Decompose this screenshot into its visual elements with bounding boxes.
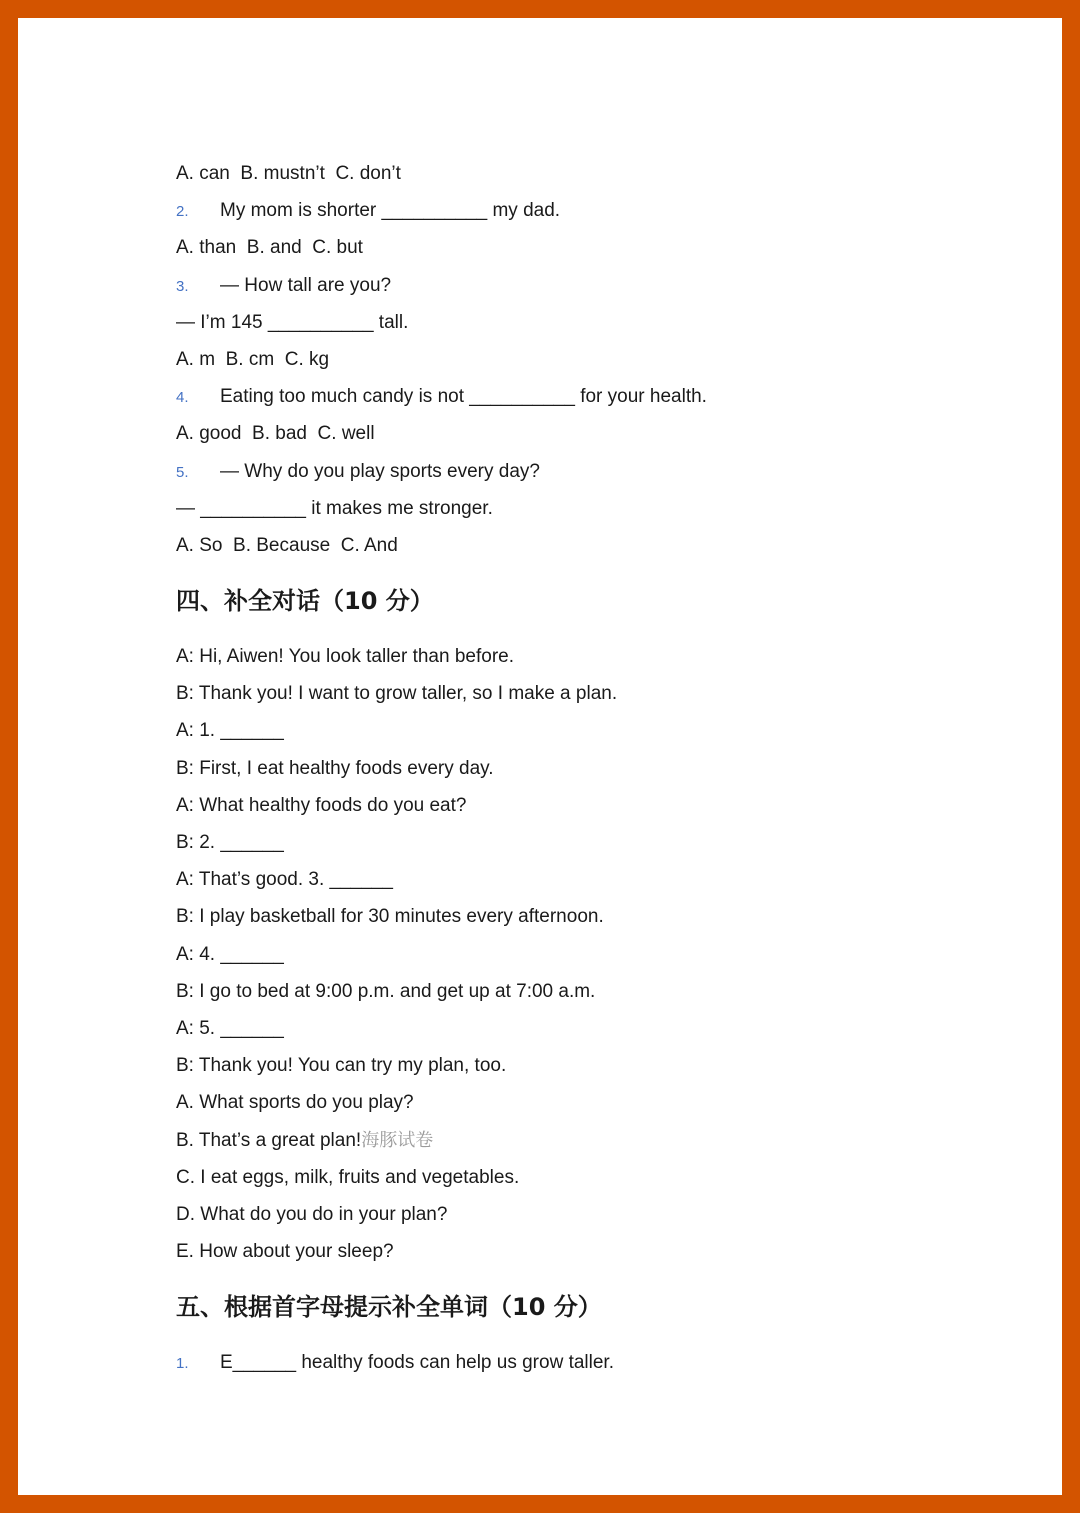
- dialogue-line: A: That’s good. 3. ______: [176, 869, 393, 891]
- dialogue-line: B: Thank you! You can try my plan, too.: [176, 1055, 507, 1077]
- dialogue-line: A: What healthy foods do you eat?: [176, 794, 467, 816]
- dialogue-line: B: I go to bed at 9:00 p.m. and get up at 7:00 a.m.: [176, 980, 596, 1002]
- dialogue-line: B: First, I eat healthy foods every day.: [176, 757, 494, 779]
- dialogue-line: A: 1. ______: [176, 720, 284, 742]
- dialogue-option-c: C. I eat eggs, milk, fruits and vegetables.: [176, 1166, 520, 1188]
- question-2-options: A. than B. and C. but: [176, 237, 363, 259]
- question-4: [176, 378, 1036, 415]
- question-text: My mom is shorter __________ my dad.: [220, 200, 561, 222]
- question-5-answer-line: — __________ it makes me stronger.: [176, 497, 493, 519]
- question-text: — How tall are you?: [220, 274, 392, 296]
- question-number: 3.: [176, 277, 189, 295]
- section-4-heading: 四、补全对话（10 分）: [176, 587, 434, 616]
- section-4-dialogue: [176, 638, 1036, 1084]
- dialogue-option-a: A. What sports do you play?: [176, 1092, 414, 1114]
- question-3-options: A. m B. cm C. kg: [176, 348, 330, 370]
- question-text: E______ healthy foods can help us grow taller.: [220, 1352, 614, 1374]
- question-number: 5.: [176, 463, 189, 481]
- question-5-options: A. So B. Because C. And: [176, 534, 398, 556]
- worksheet-content: [176, 155, 1036, 1381]
- question-number: 2.: [176, 203, 189, 221]
- dialogue-option-d: D. What do you do in your plan?: [176, 1203, 448, 1225]
- dialogue-option-b: [176, 1122, 1036, 1159]
- section-5-heading: 五、根据首字母提示补全单词（10 分）: [176, 1293, 602, 1322]
- section-5-question-1: [176, 1344, 1036, 1381]
- question-text: Eating too much candy is not __________ for your health.: [220, 386, 707, 408]
- dialogue-line: A: Hi, Aiwen! You look taller than before.: [176, 646, 514, 668]
- section-3-questions: [176, 155, 1036, 564]
- question-5: [176, 453, 1036, 490]
- question-2: [176, 192, 1036, 229]
- option-text: B. That’s a great plan!: [176, 1129, 362, 1151]
- worksheet-page: [18, 18, 1062, 1495]
- question-number: 4.: [176, 389, 189, 407]
- dialogue-option-e: E. How about your sleep?: [176, 1241, 394, 1263]
- question-number: 1.: [176, 1355, 189, 1373]
- dialogue-line: A: 5. ______: [176, 1017, 284, 1039]
- question-3: [176, 267, 1036, 304]
- dialogue-line: B: Thank you! I want to grow taller, so I make a plan.: [176, 683, 618, 705]
- question-1-options: A. can B. mustn’t C. don’t: [176, 163, 401, 184]
- question-3-answer-line: — I’m 145 __________ tall.: [176, 311, 409, 333]
- dialogue-line: B: I play basketball for 30 minutes every afternoon.: [176, 906, 604, 928]
- section-4-options: [176, 1084, 1036, 1270]
- question-4-options: A. good B. bad C. well: [176, 423, 375, 445]
- dialogue-line: B: 2. ______: [176, 832, 284, 853]
- watermark-text: 海豚试卷: [361, 1129, 434, 1151]
- dialogue-line: A: 4. ______: [176, 943, 284, 965]
- question-text: — Why do you play sports every day?: [220, 460, 540, 482]
